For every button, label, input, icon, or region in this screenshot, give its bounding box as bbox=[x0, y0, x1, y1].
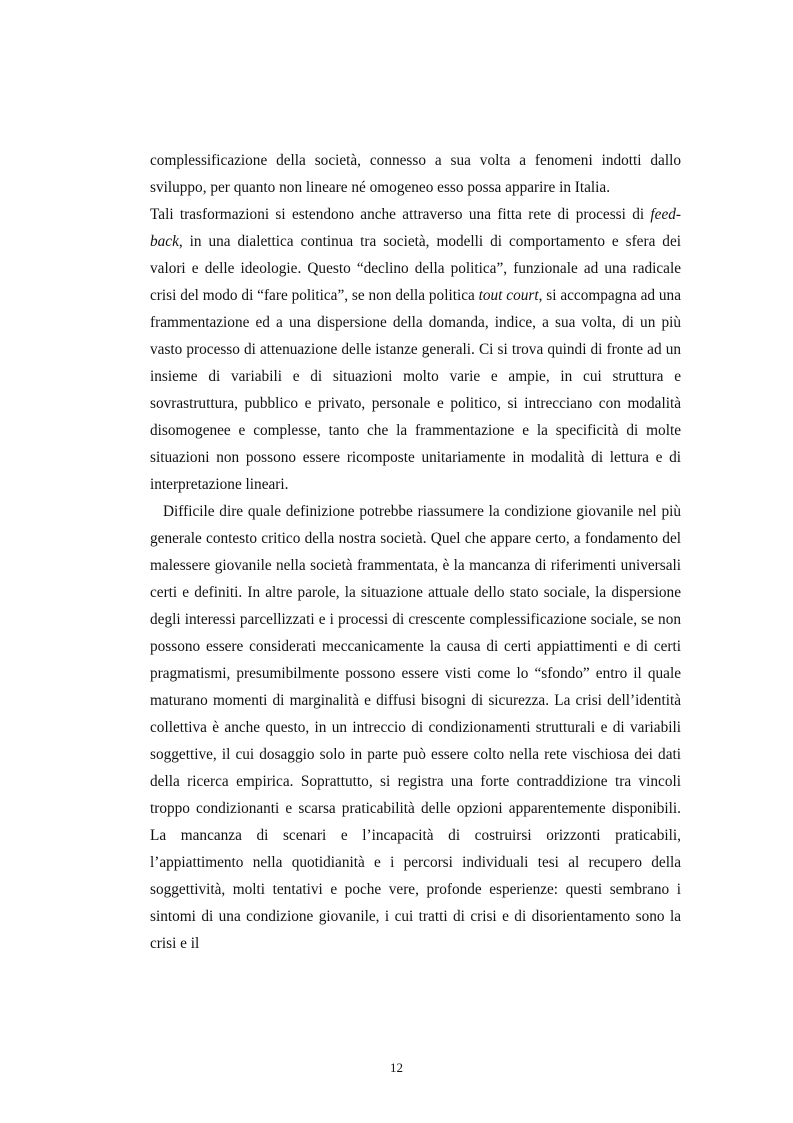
page-number: 12 bbox=[390, 1060, 403, 1075]
text-segment: , si accompagna ad una frammentazione ed a una dispersione della domanda, indice, a sua volta, di un più vasto processo di attenuazione delle istanze generali. Ci si trova quindi di fronte ad un insieme di variabili e di situazioni molto varie e ampie, in cui struttura e sovrastruttura, pubblico e privato, personale e politico, si intrecciano con modalità disomogenee e complesse, tanto che la frammentazione e la specificità di molte situazioni non possono essere ricomposte unitariamente in modalità di lettura e di interpretazione lineari. bbox=[150, 287, 681, 493]
paragraph-3 bbox=[150, 498, 681, 957]
paragraph-1 bbox=[150, 147, 681, 201]
text-segment: , in una dialettica continua tra società, modelli di comportamento e sfera dei valori e delle ideologie. Questo “declino della politica”, funzionale ad una radicale crisi del modo di “fare politica”, se non della politica bbox=[150, 233, 681, 304]
text-segment: Tali trasformazioni si estendono anche attraverso una fitta rete di processi di bbox=[150, 206, 651, 223]
paragraph-2 bbox=[150, 201, 681, 498]
body-text bbox=[150, 147, 681, 957]
text-segment: complessificazione della società, connesso a sua volta a fenomeni indotti dallo sviluppo, per quanto non lineare né omogeneo esso possa apparire in Italia. bbox=[150, 152, 681, 196]
italic-term-feed-back: feed-back bbox=[150, 206, 681, 250]
italic-term-tout-court: tout court bbox=[478, 287, 539, 304]
text-segment: Difficile dire quale definizione potrebbe riassumere la condizione giovanile nel più generale contesto critico della nostra società. Quel che appare certo, a fondamento del malessere giovanile nella società frammentata, è la mancanza di riferimenti universali certi e definiti. In altre parole, la situazione attuale dello stato sociale, la dispersione degli interessi parcellizzati e i processi di crescente complessificazione sociale, se non possono essere considerati meccanicamente la causa di certi appiattimenti e di certi pragmatismi, presumibilmente possono essere visti come lo “sfondo” entro il quale maturano momenti di marginalità e diffusi bisogni di sicurezza. La crisi dell’identità collettiva è anche questo, in un intreccio di condizionamenti strutturali e di variabili soggettive, il cui dosaggio solo in parte può essere colto nella rete vischiosa dei dati della ricerca empirica. Soprattutto, si registra una forte contraddizione tra vincoli troppo condizionanti e scarsa praticabilità delle opzioni apparentemente disponibili. La mancanza di scenari e l’incapacità di costruirsi orizzonti praticabili, l’appiattimento nella quotidianità e i percorsi individuali tesi al recupero della soggettività, molti tentativi e poche vere, profonde esperienze: questi sembrano i sintomi di una condizione giovanile, i cui tratti di crisi e di disorientamento sono la crisi e il bbox=[150, 503, 681, 952]
